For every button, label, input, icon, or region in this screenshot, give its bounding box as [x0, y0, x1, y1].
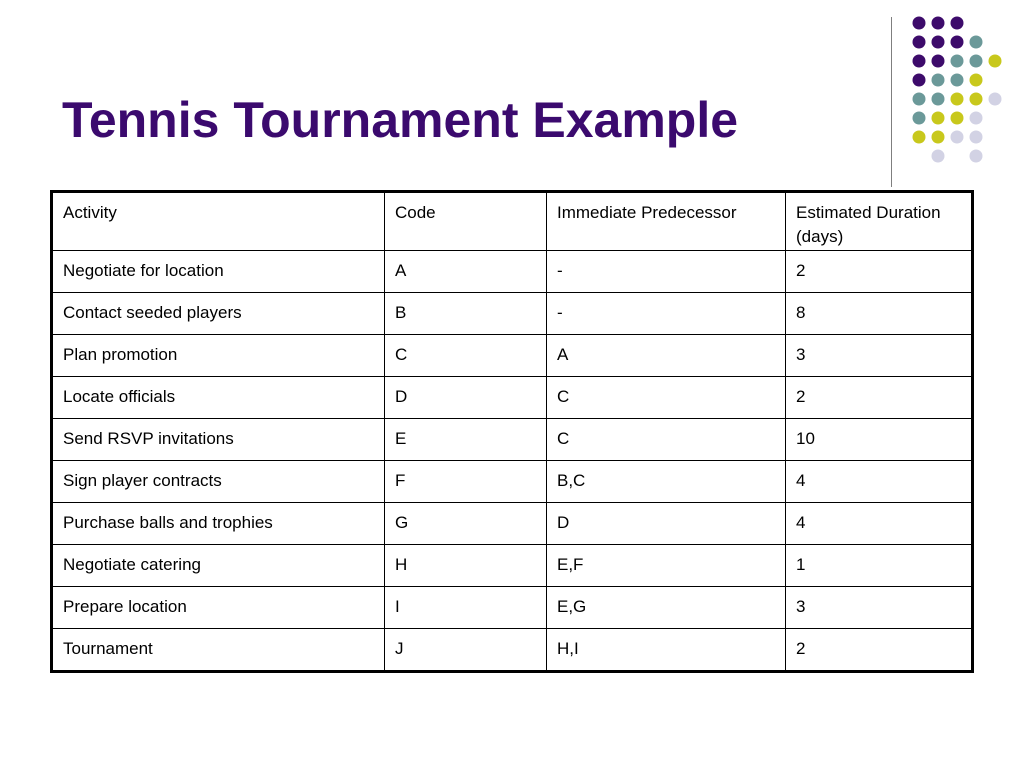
table-row — [52, 377, 973, 419]
cell-duration: 8 — [786, 293, 973, 335]
cell-duration: 10 — [786, 419, 973, 461]
header-activity: Activity — [52, 192, 385, 251]
decorative-dot — [989, 55, 1002, 68]
decorative-dot — [951, 36, 964, 49]
decorative-dot — [913, 55, 926, 68]
cell-duration: 3 — [786, 335, 973, 377]
cell-activity: Purchase balls and trophies — [52, 503, 385, 545]
decorative-dot — [913, 36, 926, 49]
cell-predecessor: C — [547, 419, 786, 461]
cell-code: J — [385, 629, 547, 672]
decorative-dot — [970, 93, 983, 106]
activity-table — [50, 190, 974, 673]
cell-duration: 3 — [786, 587, 973, 629]
slide-title: Tennis Tournament Example — [62, 92, 739, 148]
header-estimated-duration: Estimated Duration (days) — [786, 192, 973, 251]
cell-activity: Tournament — [52, 629, 385, 672]
cell-predecessor: - — [547, 293, 786, 335]
cell-activity: Negotiate for location — [52, 251, 385, 293]
cell-activity: Sign player contracts — [52, 461, 385, 503]
cell-code: I — [385, 587, 547, 629]
decorative-dot — [932, 17, 945, 30]
decorative-dot — [951, 17, 964, 30]
decorative-dot — [913, 131, 926, 144]
decorative-dot — [932, 93, 945, 106]
cell-predecessor: C — [547, 377, 786, 419]
cell-activity: Contact seeded players — [52, 293, 385, 335]
table-row — [52, 419, 973, 461]
decorative-dot — [951, 131, 964, 144]
cell-predecessor: H,I — [547, 629, 786, 672]
header-code: Code — [385, 192, 547, 251]
cell-code: B — [385, 293, 547, 335]
decorative-dot — [913, 17, 926, 30]
cell-duration: 4 — [786, 503, 973, 545]
decorative-dot — [970, 36, 983, 49]
cell-activity: Prepare location — [52, 587, 385, 629]
decorative-dot — [951, 55, 964, 68]
cell-duration: 2 — [786, 629, 973, 672]
decorative-dot — [932, 131, 945, 144]
decorative-dot — [932, 74, 945, 87]
table-row — [52, 251, 973, 293]
decorative-dot — [970, 150, 983, 163]
decorative-dot — [913, 93, 926, 106]
cell-activity: Negotiate catering — [52, 545, 385, 587]
cell-activity: Plan promotion — [52, 335, 385, 377]
cell-activity: Locate officials — [52, 377, 385, 419]
cell-predecessor: A — [547, 335, 786, 377]
decorative-dot — [913, 74, 926, 87]
decorative-dot — [951, 112, 964, 125]
decorative-dot — [913, 112, 926, 125]
cell-predecessor: E,G — [547, 587, 786, 629]
cell-code: E — [385, 419, 547, 461]
cell-duration: 2 — [786, 377, 973, 419]
cell-predecessor: D — [547, 503, 786, 545]
table-row — [52, 587, 973, 629]
table-header-row — [52, 192, 973, 251]
table-row — [52, 335, 973, 377]
decorative-dot — [932, 150, 945, 163]
cell-duration: 2 — [786, 251, 973, 293]
decorative-dot — [932, 55, 945, 68]
decorative-dot — [970, 55, 983, 68]
cell-code: G — [385, 503, 547, 545]
table-row — [52, 293, 973, 335]
table-row — [52, 545, 973, 587]
decorative-dot — [951, 93, 964, 106]
decorative-dot — [970, 112, 983, 125]
cell-code: A — [385, 251, 547, 293]
decorative-dot — [989, 93, 1002, 106]
decorative-dot — [970, 74, 983, 87]
cell-predecessor: - — [547, 251, 786, 293]
cell-duration: 1 — [786, 545, 973, 587]
vertical-divider — [891, 17, 892, 187]
cell-predecessor: B,C — [547, 461, 786, 503]
cell-code: F — [385, 461, 547, 503]
decorative-dot — [932, 112, 945, 125]
cell-duration: 4 — [786, 461, 973, 503]
decorative-dot — [932, 36, 945, 49]
cell-code: D — [385, 377, 547, 419]
table-row — [52, 503, 973, 545]
cell-code: H — [385, 545, 547, 587]
header-immediate-predecessor: Immediate Predecessor — [547, 192, 786, 251]
table-row — [52, 461, 973, 503]
cell-predecessor: E,F — [547, 545, 786, 587]
table-row — [52, 629, 973, 672]
cell-activity: Send RSVP invitations — [52, 419, 385, 461]
decorative-dot — [970, 131, 983, 144]
cell-code: C — [385, 335, 547, 377]
decorative-dot — [951, 74, 964, 87]
